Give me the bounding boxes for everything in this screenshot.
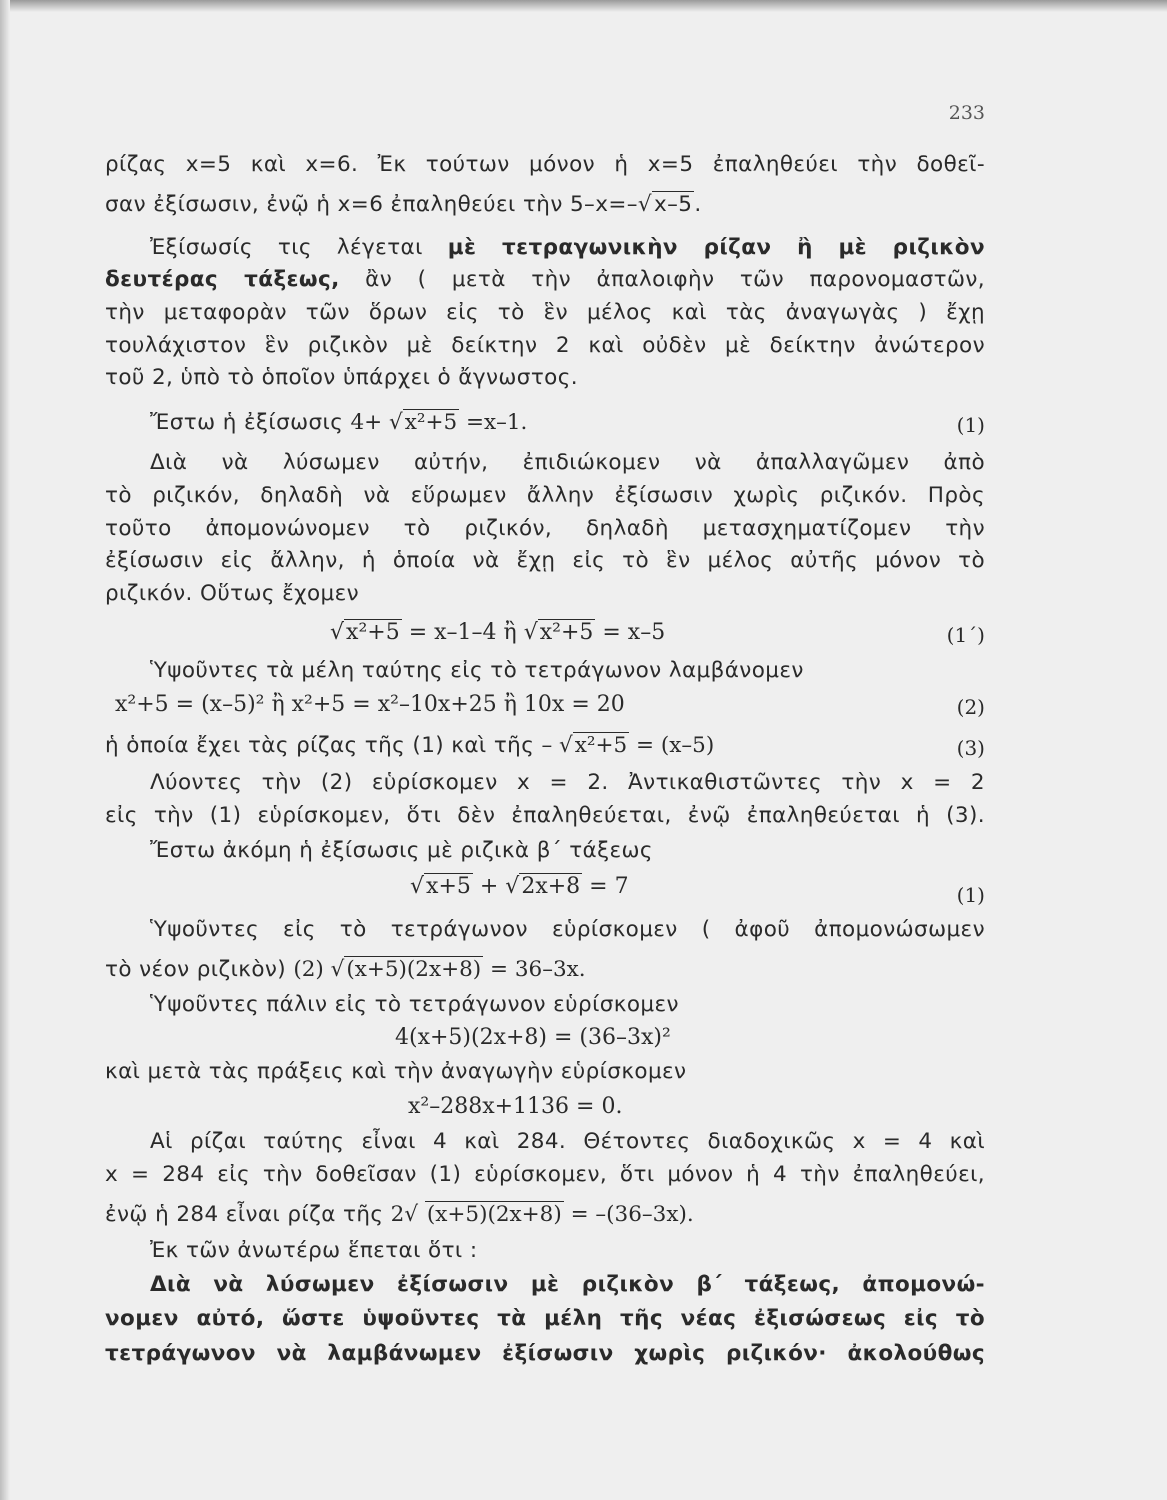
text-line: τὸ νέον ριζικὸν) (2) √(x+5)(2x+8) = 36–3x. — [105, 957, 586, 982]
scan-shadow-left — [0, 0, 10, 1500]
rule-text-line: τετράγωνον νὰ λαμβάνωμεν ἐξίσωσιν χωρὶς ριζικόν· ἀκολούθως — [105, 1341, 985, 1366]
text-run: Ἐξίσωσίς τις λέγεται — [150, 235, 448, 260]
text-line: Ἔστω ἀκόμη ἡ ἐξίσωσις μὲ ριζικὰ β΄ τάξεως — [150, 838, 653, 863]
equation: x²–288x+1136 = 0. — [408, 1094, 623, 1119]
text-line: ριζικόν. Οὕτως ἔχομεν — [105, 581, 360, 606]
text-line — [105, 265, 985, 295]
equation-number: (1΄) — [946, 623, 985, 647]
text-line: τὴν μεταφορὰν τῶν ὅρων εἰς τὸ ἓν μέλος καὶ τὰς ἀναγωγὰς ) ἔχῃ — [105, 300, 985, 325]
text-line: Ὑψοῦντες τὰ μέλη ταύτης εἰς τὸ τετράγωνον λαμβάνομεν — [150, 658, 804, 683]
text-line: τοῦτο ἀπομονώνομεν τὸ ριζικόν, δηλαδὴ μετασχηματίζομεν τὴν — [105, 516, 985, 541]
text-line: Αἱ ρίζαι ταύτης εἶναι 4 καὶ 284. Θέτοντες διαδοχικῶς x = 4 καὶ — [150, 1129, 985, 1154]
equation: √x+5 + √2x+8 = 7 — [410, 874, 629, 899]
page-number: 233 — [948, 102, 985, 124]
equation: x²+5 = (x–5)² ἢ x²+5 = x²–10x+25 ἢ 10x = 20 — [115, 692, 625, 717]
text-line: τουλάχιστον ἓν ριζικὸν μὲ δείκτην 2 καὶ οὐδὲν μὲ δείκτην ἀνώτερον — [105, 333, 985, 358]
text-line: ἐνῷ ἡ 284 εἶναι ρίζα τῆς 2√ (x+5)(2x+8) = –(36–3x). — [105, 1202, 694, 1227]
equation-line: Ἔστω ἡ ἐξίσωσις 4+ √x²+5 =x–1. — [150, 410, 528, 435]
text-run: ἂν ( μετὰ τὴν ἀπαλοιφὴν τῶν παρονομαστῶν, — [339, 267, 985, 292]
text-line: τὸ ριζικόν, δηλαδὴ νὰ εὕρωμεν ἄλλην ἐξίσωσιν χωρὶς ριζικόν. Πρὸς — [105, 483, 985, 508]
equation: √x²+5 = x–1–4 ἢ √x²+5 = x–5 — [330, 620, 666, 645]
text-line: x = 284 εἰς τὴν δοθεῖσαν (1) εὑρίσκομεν, ὅτι μόνον ἡ 4 τὴν ἐπαληθεύει, — [105, 1162, 985, 1187]
rule-text-line: νομεν αὐτό, ὥστε ὑψοῦντες τὰ μέλη τῆς νέας ἐξισώσεως εἰς τὸ — [105, 1306, 985, 1331]
equation-number: (1) — [956, 413, 985, 437]
text-line — [105, 233, 985, 263]
book-page — [105, 0, 985, 1500]
equation: 4(x+5)(2x+8) = (36–3x)² — [395, 1025, 671, 1050]
text-line: Διὰ νὰ λύσωμεν αὐτήν, ἐπιδιώκομεν νὰ ἀπαλλαγῶμεν ἀπὸ — [150, 450, 985, 475]
rule-text-line: Διὰ νὰ λύσωμεν ἐξίσωσιν μὲ ριζικὸν β΄ τάξεως, ἀπομονώ- — [150, 1272, 985, 1297]
text-line: Ἐκ τῶν ἀνωτέρω ἕπεται ὅτι : — [150, 1238, 478, 1263]
text-line: Ὑψοῦντες πάλιν εἰς τὸ τετράγωνον εὑρίσκομεν — [150, 992, 679, 1017]
defined-term: δευτέρας τάξεως, — [105, 267, 340, 292]
text-line: καὶ μετὰ τὰς πράξεις καὶ τὴν ἀναγωγὴν εὑρίσκομεν — [105, 1059, 687, 1084]
text-line: εἰς τὴν (1) εὑρίσκομεν, ὅτι δὲν ἐπαληθεύεται, ἐνῷ ἐπαληθεύεται ἡ (3). — [105, 803, 985, 828]
text-line: ρίζας x=5 καὶ x=6. Ἐκ τούτων μόνον ἡ x=5 ἐπαληθεύει τὴν δοθεῖ- — [105, 152, 985, 177]
equation-number: (3) — [956, 736, 985, 760]
text-line: τοῦ 2, ὑπὸ τὸ ὁποῖον ὑπάρχει ὁ ἄγνωστος. — [105, 365, 578, 390]
equation-number: (2) — [956, 695, 985, 719]
defined-term: μὲ τετραγωνικὴν ρίζαν ἢ μὲ ριζικὸν — [447, 235, 986, 260]
text-line: ἐξίσωσιν εἰς ἄλλην, ἡ ὁποία νὰ ἔχῃ εἰς τὸ ἓν μέλος αὐτῆς μόνον τὸ — [105, 548, 985, 573]
text-line: σαν ἐξίσωσιν, ἐνῷ ἡ x=6 ἐπαληθεύει τὴν 5–x=–√x–5. — [105, 192, 702, 217]
equation-line: ἡ ὁποία ἔχει τὰς ρίζας τῆς (1) καὶ τῆς – √x²+5 = (x–5) — [105, 733, 715, 758]
equation-number: (1) — [956, 883, 985, 907]
text-line: Λύοντες τὴν (2) εὑρίσκομεν x = 2. Ἀντικαθιστῶντες τὴν x = 2 — [150, 770, 985, 795]
text-line: Ὑψοῦντες εἰς τὸ τετράγωνον εὑρίσκομεν ( ἀφοῦ ἀπομονώσωμεν — [150, 917, 985, 942]
